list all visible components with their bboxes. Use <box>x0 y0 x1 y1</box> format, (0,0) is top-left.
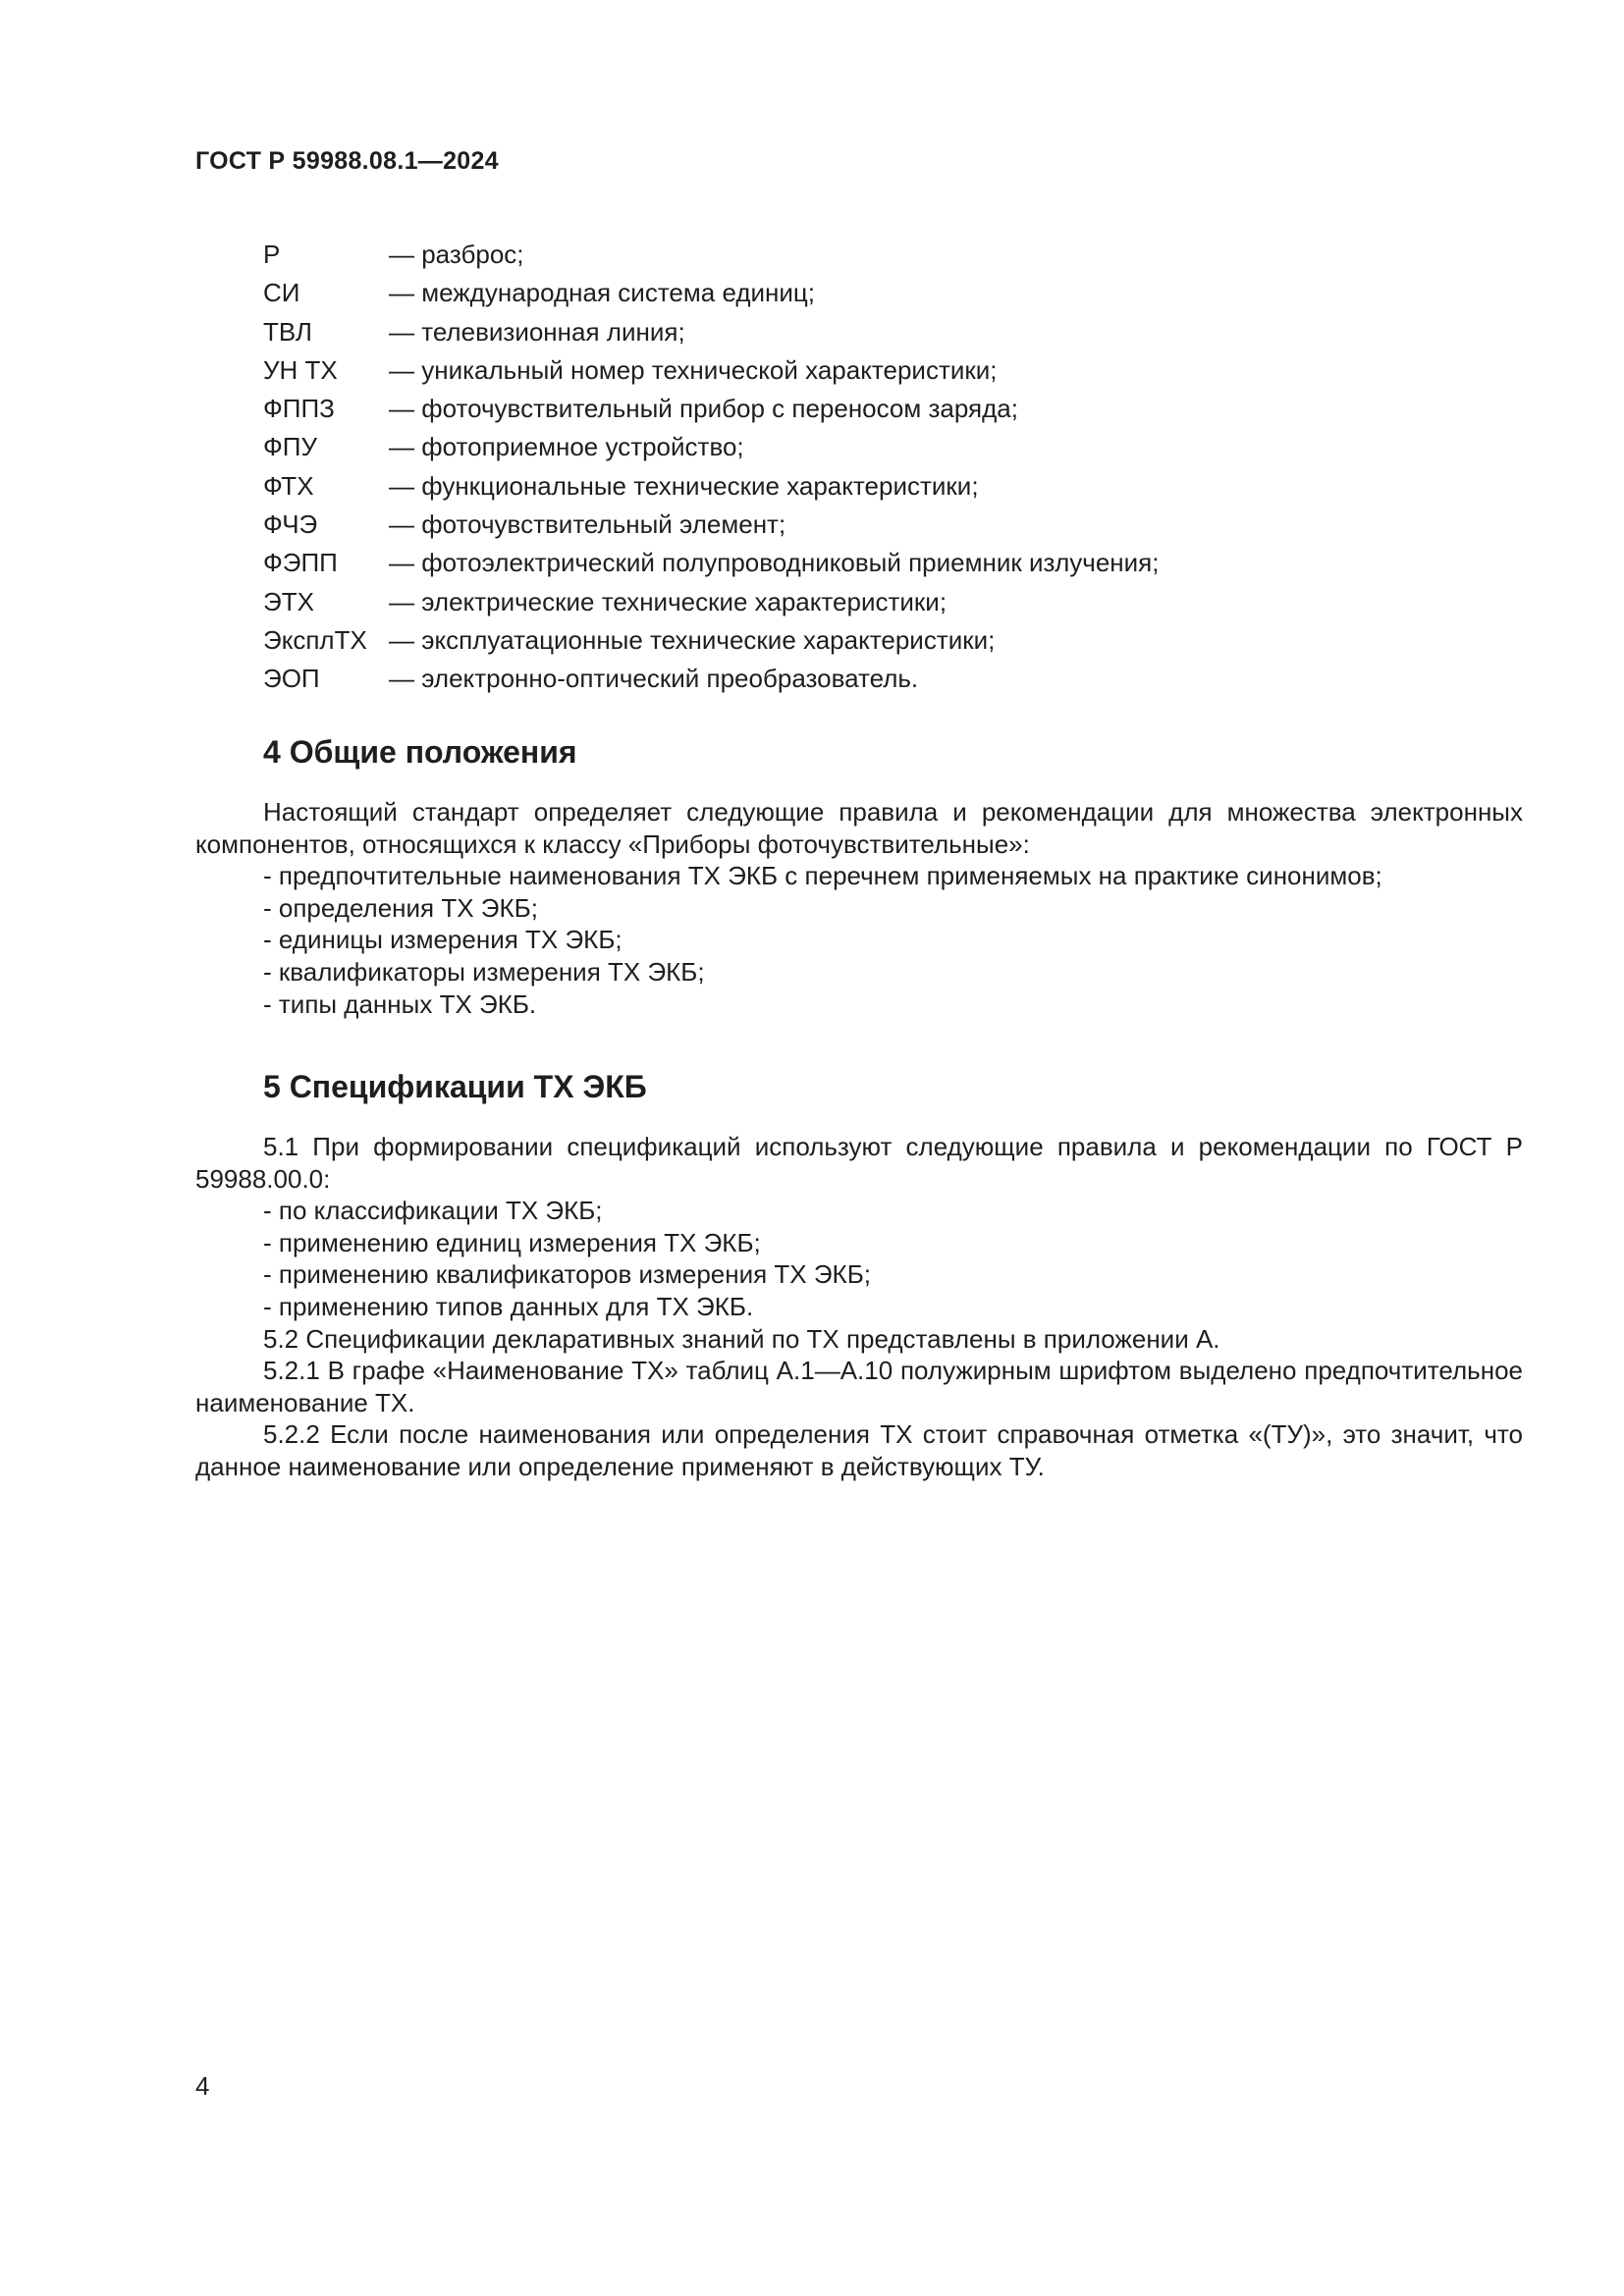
abbreviation-definition: — электрические технические характеристики; <box>389 586 947 616</box>
abbreviation-definition: — функциональные технические характеристики; <box>389 470 979 501</box>
abbreviation-term: ТВЛ <box>263 316 312 347</box>
abbreviation-definition: — фотоэлектрический полупроводниковый приемник излучения; <box>389 548 1160 578</box>
abbreviation-term: ЭксплТХ <box>263 624 367 655</box>
list-item: - квалификаторы измерения ТХ ЭКБ; <box>263 956 705 987</box>
section-5-body <box>195 1131 1523 1483</box>
page-number: 4 <box>195 2071 210 2101</box>
abbreviation-row <box>263 428 1540 466</box>
abbreviation-row <box>263 351 1540 390</box>
abbreviation-row <box>263 274 1540 312</box>
abbreviation-definition: — электронно-оптический преобразователь. <box>389 664 919 694</box>
abbreviation-term: ФТХ <box>263 470 314 501</box>
abbreviation-row <box>263 467 1540 506</box>
list-item: - применению квалификаторов измерения ТХ ЭКБ; <box>263 1259 871 1290</box>
section-4-intro: Настоящий стандарт определяет следующие правила и рекомендации для множества электронных компонентов, относящихся к классу «Приборы фоточувствительные»: <box>195 797 1523 859</box>
abbreviation-row <box>263 313 1540 351</box>
paragraph-5-2-1: 5.2.1 В графе «Наименование ТХ» таблиц А.1—А.10 полужирным шрифтом выделено предпочтительное наименование ТХ. <box>195 1356 1523 1417</box>
abbreviation-term: ФЭПП <box>263 548 338 578</box>
abbreviation-definition: — фоточувствительный прибор с переносом заряда; <box>389 394 1018 424</box>
abbreviation-term: ЭОП <box>263 664 320 694</box>
list-item: - по классификации ТХ ЭКБ; <box>263 1196 603 1226</box>
abbreviation-term: ЭТХ <box>263 586 314 616</box>
abbreviation-definition: — эксплуатационные технические характеристики; <box>389 624 996 655</box>
document-header: ГОСТ Р 59988.08.1—2024 <box>195 147 499 175</box>
abbreviation-list <box>263 236 1540 699</box>
paragraph-5-1: 5.1 При формировании спецификаций используют следующие правила и рекомендации по ГОСТ Р 59988.00.0: <box>195 1132 1523 1194</box>
abbreviation-definition: — международная система единиц; <box>389 278 816 308</box>
section-4-body <box>195 796 1523 1020</box>
abbreviation-row <box>263 390 1540 428</box>
list-item: - применению типов данных для ТХ ЭКБ. <box>263 1291 754 1321</box>
section-5-title: 5 Спецификации ТХ ЭКБ <box>263 1069 647 1104</box>
abbreviation-row <box>263 506 1540 544</box>
list-item: - определения ТХ ЭКБ; <box>263 892 538 923</box>
abbreviation-definition: — разброс; <box>389 240 524 269</box>
list-item: - типы данных ТХ ЭКБ. <box>263 988 537 1019</box>
abbreviation-definition: — фоточувствительный элемент; <box>389 509 786 540</box>
abbreviation-definition: — фотоприемное устройство; <box>389 432 744 462</box>
paragraph-5-2: 5.2 Спецификации декларативных знаний по ТХ представлены в приложении А. <box>263 1323 1220 1354</box>
abbreviation-row <box>263 660 1540 698</box>
abbreviation-definition: — уникальный номер технической характеристики; <box>389 354 998 385</box>
list-item: - единицы измерения ТХ ЭКБ; <box>263 925 623 955</box>
abbreviation-term: УН ТХ <box>263 354 338 385</box>
abbreviation-definition: — телевизионная линия; <box>389 316 685 347</box>
abbreviation-row <box>263 544 1540 582</box>
abbreviation-term: СИ <box>263 278 300 308</box>
paragraph-5-2-2: 5.2.2 Если после наименования или определения ТХ стоит справочная отметка «(ТУ)», это значит, что данное наименование или определение применяют в действующих ТУ. <box>195 1419 1523 1481</box>
abbreviation-term: ФЧЭ <box>263 509 318 540</box>
section-4-title: 4 Общие положения <box>263 734 577 770</box>
list-item: - предпочтительные наименования ТХ ЭКБ с перечнем применяемых на практике синонимов; <box>263 861 1382 891</box>
abbreviation-row <box>263 583 1540 621</box>
abbreviation-term: Р <box>263 240 281 269</box>
abbreviation-row <box>263 621 1540 660</box>
list-item: - применению единиц измерения ТХ ЭКБ; <box>263 1227 761 1257</box>
abbreviation-term: ФПУ <box>263 432 317 462</box>
abbreviation-term: ФППЗ <box>263 394 335 424</box>
abbreviation-row <box>263 236 1540 274</box>
